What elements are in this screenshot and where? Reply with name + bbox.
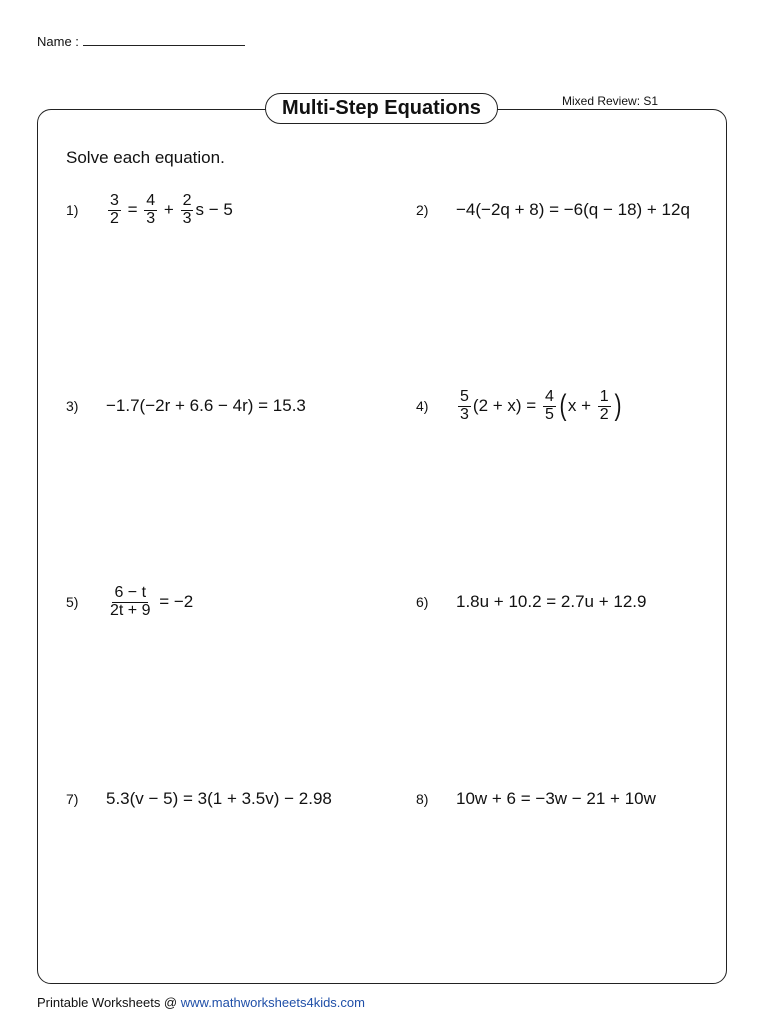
plus-sign: +: [159, 200, 179, 219]
problem-number: 3): [66, 398, 79, 414]
problem-7: [66, 779, 332, 819]
problem-expression: 1.8u + 10.2 = 2.7u + 12.9: [456, 592, 647, 611]
name-label: Name :: [37, 34, 79, 49]
problem-number: 2): [416, 202, 429, 218]
name-blank-line[interactable]: [83, 33, 245, 46]
fraction: [144, 193, 157, 228]
problem-expression: 5.3(v − 5) = 3(1 + 3.5v) − 2.98: [106, 789, 332, 808]
footer-site-link[interactable]: www.mathworksheets4kids.com: [180, 995, 365, 1010]
expression-tail: = −2: [154, 592, 194, 611]
fraction-denominator: 2: [599, 405, 609, 423]
problem-expression: [106, 585, 193, 620]
problem-6: [416, 582, 646, 622]
instruction-text: Solve each equation.: [66, 148, 225, 167]
review-label: Mixed Review: S1: [562, 94, 659, 108]
problem-expression: −1.7(−2r + 6.6 − 4r) = 15.3: [106, 396, 306, 415]
fraction-denominator: 3: [182, 209, 192, 227]
fraction: [458, 389, 471, 424]
fraction-numerator: 2: [182, 191, 192, 209]
problem-2: [416, 190, 690, 230]
expression-middle: (2 + x) =: [472, 396, 541, 415]
fraction: [598, 389, 611, 424]
fraction: [181, 193, 194, 228]
problem-3: [66, 386, 306, 426]
problem-5: [66, 582, 193, 622]
fraction-numerator: 4: [544, 387, 554, 405]
problem-number: 1): [66, 202, 79, 218]
problem-expression: [106, 193, 233, 228]
fraction: [108, 585, 152, 620]
footer: [37, 995, 365, 1010]
problem-number: 5): [66, 594, 79, 610]
problem-number: 6): [416, 594, 429, 610]
worksheet-title: Multi-Step Equations: [265, 93, 498, 124]
fraction: [543, 389, 556, 424]
fraction-numerator: 1: [599, 387, 609, 405]
fraction-numerator: 5: [460, 387, 469, 405]
problem-expression: 10w + 6 = −3w − 21 + 10w: [456, 789, 656, 808]
problem-number: 8): [416, 791, 429, 807]
name-field: [37, 33, 245, 49]
expression-tail: s − 5: [195, 200, 233, 219]
fraction-numerator: 6 − t: [114, 583, 147, 601]
worksheet-frame: [37, 109, 727, 984]
equals-sign: =: [122, 200, 143, 219]
fraction: [108, 193, 121, 228]
fraction-denominator: 2t + 9: [110, 601, 151, 619]
problem-number: 7): [66, 791, 79, 807]
fraction-denominator: 3: [460, 405, 469, 423]
problem-8: [416, 779, 656, 819]
fraction-numerator: 4: [146, 191, 156, 209]
fraction-denominator: 5: [544, 405, 554, 423]
right-parenthesis: ): [614, 389, 622, 422]
problem-expression: −4(−2q + 8) = −6(q − 18) + 12q: [456, 200, 690, 219]
problem-expression: [456, 389, 623, 424]
footer-label: Printable Worksheets @: [37, 995, 181, 1010]
expression-inner: x +: [567, 396, 596, 415]
fraction-numerator: 3: [110, 191, 119, 209]
problem-1: [66, 190, 233, 230]
fraction-denominator: 3: [146, 209, 156, 227]
problem-4: [416, 386, 623, 426]
left-parenthesis: (: [559, 389, 567, 422]
fraction-denominator: 2: [110, 209, 119, 227]
problem-number: 4): [416, 398, 429, 414]
